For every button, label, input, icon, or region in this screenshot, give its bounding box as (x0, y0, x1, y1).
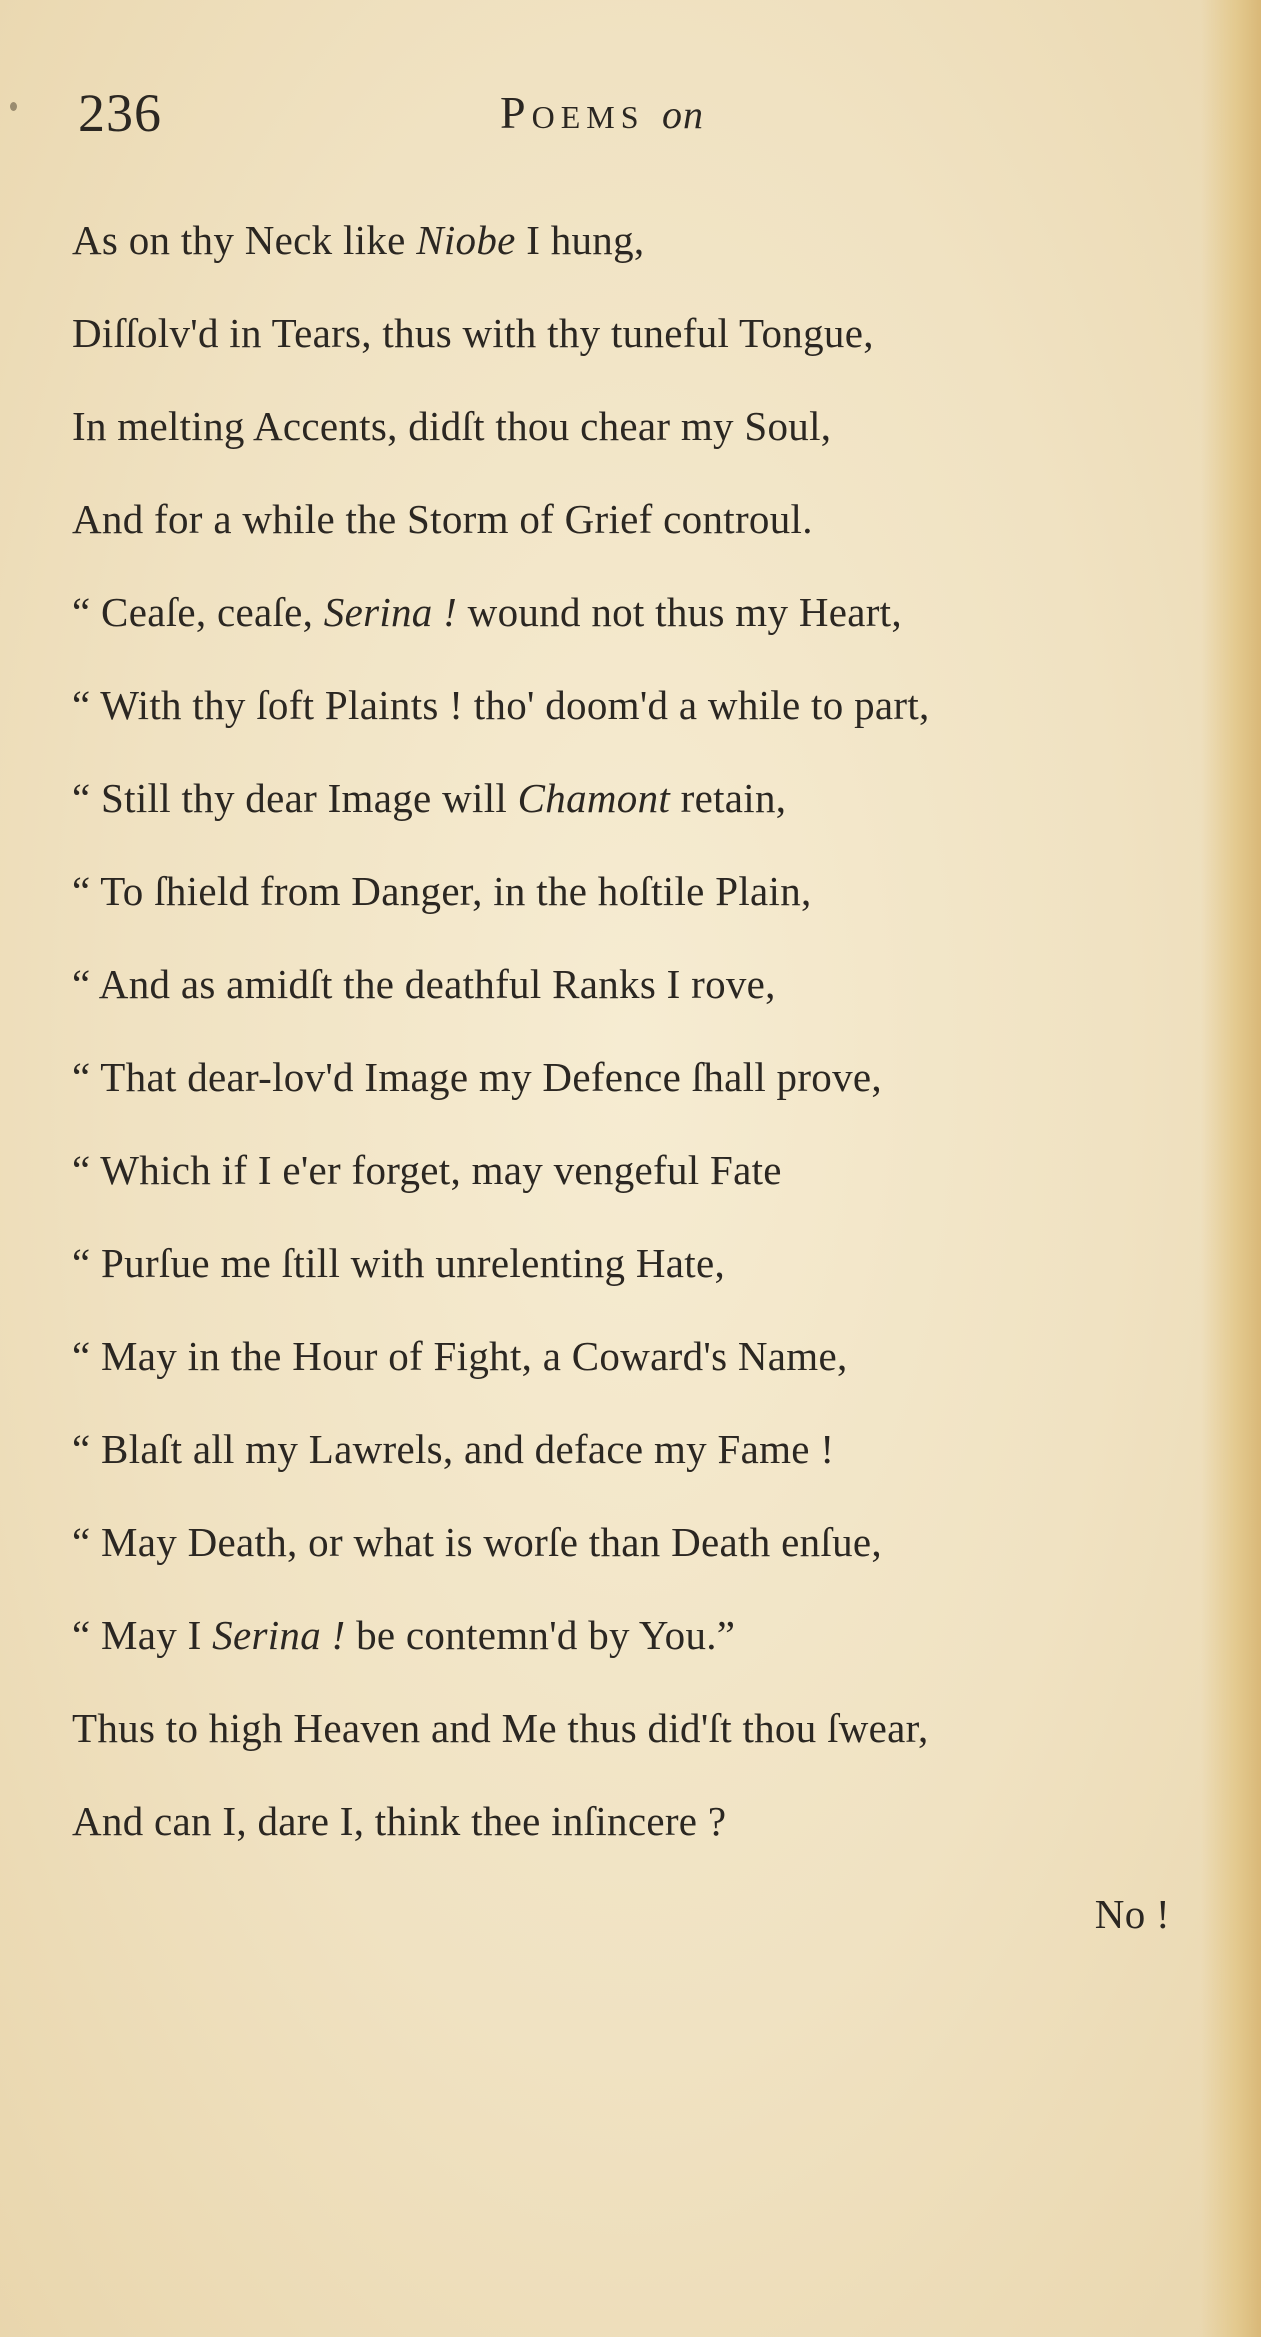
poem-line (72, 303, 1202, 396)
line-text: “ To ſhield from Danger, in the hoſtile Plain, (72, 868, 812, 914)
poem-line (72, 1140, 1202, 1233)
line-text: “ May I (72, 1612, 213, 1658)
line-text: And can I, dare I, think thee inſincere ? (72, 1798, 727, 1844)
page-edge-shading (1201, 0, 1261, 2337)
poem-line (72, 675, 1202, 768)
page-number: 236 (78, 83, 162, 143)
poem-text (72, 210, 1202, 1977)
poem-line (72, 210, 1202, 303)
line-text: “ Still thy dear Image will (72, 775, 518, 821)
line-text: Thus to high Heaven and Me thus did'ſt thou ſwear, (72, 1705, 929, 1751)
poem-line (72, 1047, 1202, 1140)
poem-line (72, 396, 1202, 489)
line-text: In melting Accents, didſt thou chear my Soul, (72, 403, 832, 449)
catchword: No ! (1094, 1891, 1170, 1937)
poem-line (72, 582, 1202, 675)
line-text-after: be contemn'd by You.” (345, 1612, 736, 1658)
line-text-after: I hung, (515, 217, 645, 263)
running-head (500, 86, 704, 139)
line-text: “ May Death, or what is worſe than Death enſue, (72, 1519, 882, 1565)
line-text: “ May in the Hour of Fight, a Coward's Name, (72, 1333, 848, 1379)
poem-line (72, 1419, 1202, 1512)
line-text: And for a while the Storm of Grief controul. (72, 496, 813, 542)
poem-line (72, 1605, 1202, 1698)
line-text: Diſſolv'd in Tears, thus with thy tuneful Tongue, (72, 310, 874, 356)
poem-line (72, 1698, 1202, 1791)
poem-line (72, 1233, 1202, 1326)
poem-line (72, 1326, 1202, 1419)
poem-line (72, 768, 1202, 861)
line-italic: Niobe (416, 217, 516, 263)
line-text: “ That dear-lov'd Image my Defence ſhall prove, (72, 1054, 882, 1100)
line-text: “ With thy ſoft Plaints ! tho' doom'd a while to part, (72, 682, 930, 728)
line-text: As on thy Neck like (72, 217, 417, 263)
poem-line (72, 489, 1202, 582)
page-header (0, 82, 1261, 152)
poem-line (72, 954, 1202, 1047)
line-text: “ Ceaſe, ceaſe, (72, 589, 324, 635)
line-text: “ Blaſt all my Lawrels, and deface my Fame ! (72, 1426, 835, 1472)
poem-line (72, 861, 1202, 954)
poem-line (72, 1512, 1202, 1605)
line-text: “ And as amidſt the deathful Ranks I rove, (72, 961, 776, 1007)
running-head-title: Poems (500, 87, 645, 138)
line-text-after: retain, (670, 775, 787, 821)
line-italic: Chamont (517, 775, 671, 821)
running-head-italic: on (662, 92, 704, 137)
line-text-after: wound not thus my Heart, (457, 589, 902, 635)
line-text: “ Purſue me ſtill with unrelenting Hate, (72, 1240, 726, 1286)
line-italic: Serina ! (323, 589, 458, 635)
line-italic: Serina ! (212, 1612, 346, 1658)
poem-line (72, 1791, 1202, 1884)
line-text: “ Which if I e'er forget, may vengeful Fate (72, 1147, 782, 1193)
